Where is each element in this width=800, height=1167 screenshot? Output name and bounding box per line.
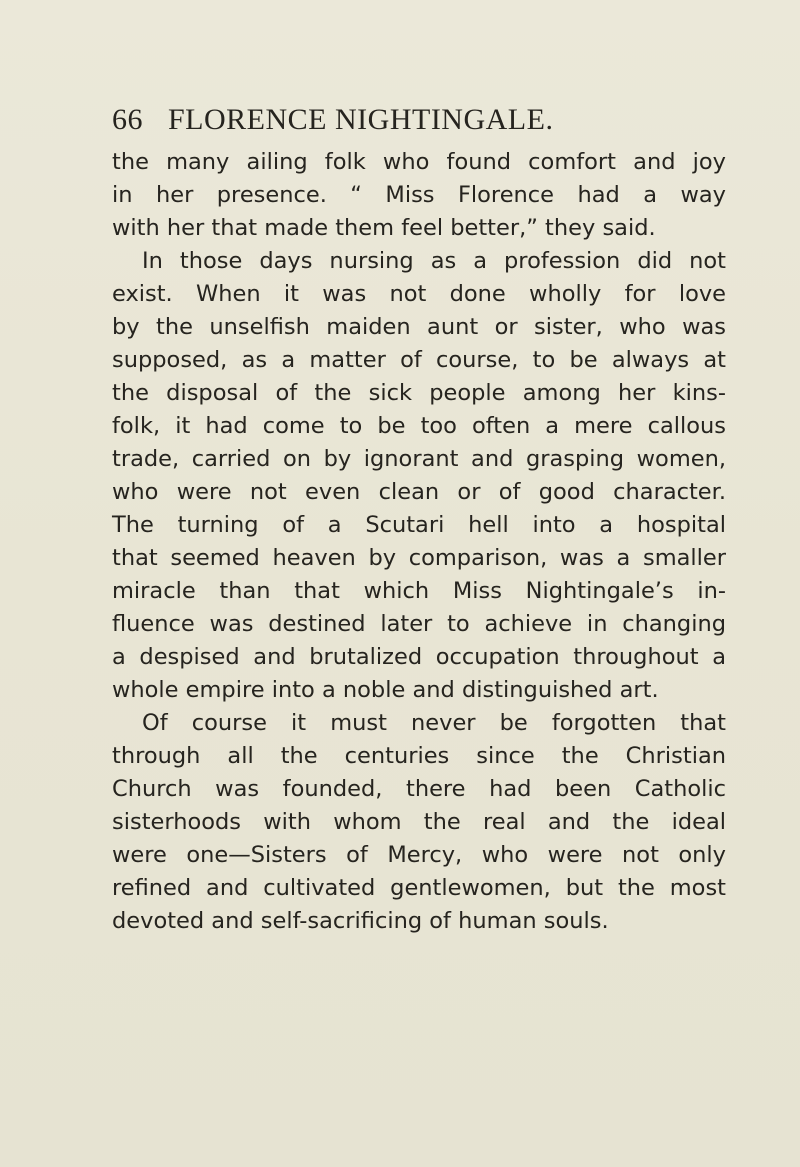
text-line: exist. When it was not done wholly for love [112, 281, 726, 307]
page-number: 66 [112, 103, 143, 136]
text-line: by the unselfish maiden aunt or sister, who was [112, 314, 726, 340]
text-line: were one—Sisters of Mercy, who were not only [112, 842, 726, 868]
text-line: whole empire into a noble and distinguished art. [112, 677, 659, 703]
text-line: trade, carried on by ignorant and grasping women, [112, 446, 726, 472]
text-line: who were not even clean or of good character. [112, 479, 726, 505]
text-line: through all the centuries since the Christian [112, 743, 726, 769]
running-head [112, 100, 722, 140]
text-line: refined and cultivated gentlewomen, but the most [112, 875, 726, 901]
text-line: a despised and brutalized occupation throughout a [112, 644, 726, 670]
text-line: the many ailing folk who found comfort and joy [112, 149, 726, 175]
text-line: supposed, as a matter of course, to be always at [112, 347, 726, 373]
text-line: Church was founded, there had been Catholic [112, 776, 726, 802]
text-line: sisterhoods with whom the real and the ideal [112, 809, 726, 835]
text-line: The turning of a Scutari hell into a hospital [112, 512, 726, 538]
text-line: in her presence. “ Miss Florence had a way [112, 182, 726, 208]
text-line: Of course it must never be forgotten that [142, 710, 726, 736]
text-line: with her that made them feel better,” they said. [112, 215, 656, 241]
text-line: In those days nursing as a profession did not [142, 248, 726, 274]
text-line: fluence was destined later to achieve in changing [112, 611, 726, 637]
running-title: FLORENCE NIGHTINGALE. [168, 103, 554, 136]
text-line: that seemed heaven by comparison, was a smaller [112, 545, 726, 571]
text-line: folk, it had come to be too often a mere callous [112, 413, 726, 439]
body-text [112, 146, 726, 938]
text-line: devoted and self-sacrificing of human souls. [112, 908, 609, 934]
text-line: the disposal of the sick people among her kins- [112, 380, 726, 406]
text-line: miracle than that which Miss Nightingale’s in- [112, 578, 726, 604]
